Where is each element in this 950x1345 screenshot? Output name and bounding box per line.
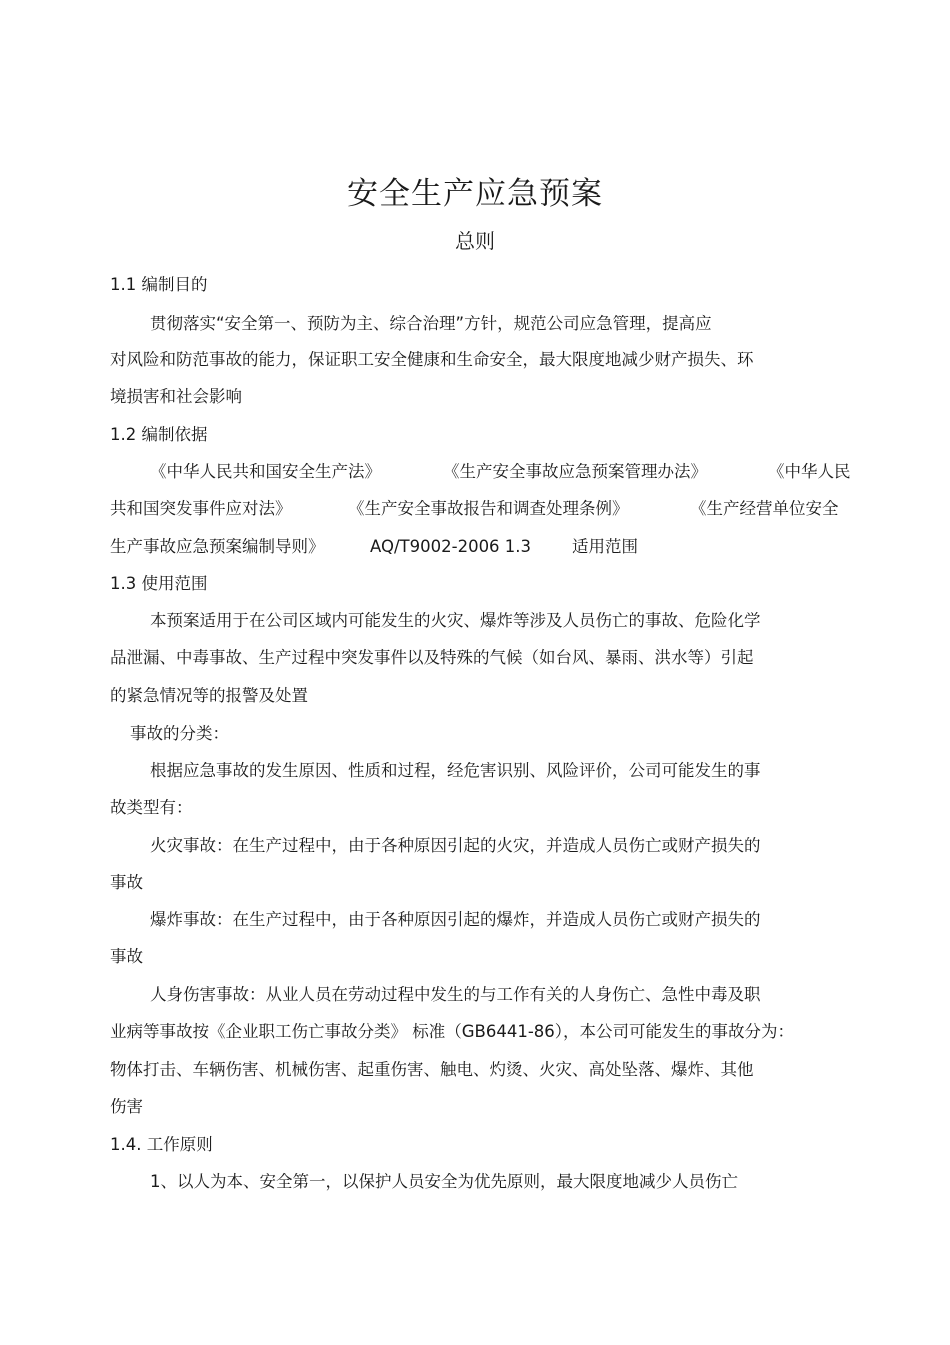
paragraph-line: 本预案适用于在公司区域内可能发生的火灾、爆炸等涉及人员伤亡的事故、危险化学	[150, 611, 761, 630]
basis-standard-code: AQ/T9002-2006 1.3	[370, 537, 532, 556]
classification-heading: 事故的分类：	[130, 724, 229, 743]
basis-law-3-end: 共和国突发事件应对法》	[110, 499, 292, 518]
explosion-accident-line: 事故	[110, 947, 143, 966]
explosion-accident-line: 爆炸事故：在生产过程中，由于各种原因引起的爆炸，并造成人员伤亡或财产损失的	[150, 910, 761, 929]
paragraph-line: 境损害和社会影响	[110, 387, 242, 406]
paragraph-line: 贯彻落实“安全第一、预防为主、综合治理”方针，规范公司应急管理，提高应	[150, 314, 712, 333]
basis-law-4: 《生产安全事故报告和调查处理条例》	[348, 499, 629, 518]
fire-accident-line: 火灾事故：在生产过程中，由于各种原因引起的火灾，并造成人员伤亡或财产损失的	[150, 836, 761, 855]
injury-accident-line: 人身伤害事故：从业人员在劳动过程中发生的与工作有关的人身伤亡、急性中毒及职	[150, 985, 761, 1004]
paragraph-line: 根据应急事故的发生原因、性质和过程，经危害识别、风险评价，公司可能发生的事	[150, 761, 761, 780]
basis-law-5-start: 《生产经营单位安全	[690, 499, 839, 518]
paragraph-line: 的紧急情况等的报警及处置	[110, 686, 308, 705]
paragraph-line: 品泄漏、中毒事故、生产过程中突发事件以及特殊的气候（如台风、暴雨、洪水等）引起	[110, 648, 754, 667]
section-heading-1-4: 1.4. 工作原则	[110, 1135, 213, 1154]
section-heading-1-1: 1.1 编制目的	[110, 275, 208, 294]
section-heading-1-2: 1.2 编制依据	[110, 425, 208, 444]
basis-scope-label: 适用范围	[572, 537, 638, 556]
section-heading-1-3: 1.3 使用范围	[110, 574, 208, 593]
fire-accident-line: 事故	[110, 873, 143, 892]
basis-law-1: 《中华人民共和国安全生产法》	[150, 462, 381, 481]
document-title: 安全生产应急预案	[347, 176, 603, 212]
basis-law-5-end: 生产事故应急预案编制导则》	[110, 537, 325, 556]
paragraph-line: 故类型有：	[110, 798, 193, 817]
injury-accident-line: 伤害	[110, 1097, 143, 1116]
section-title-general: 总则	[455, 229, 495, 253]
principle-item-1: 1、以人为本、安全第一，以保护人员安全为优先原则，最大限度地减少人员伤亡	[150, 1172, 738, 1191]
injury-accident-line: 业病等事故按《企业职工伤亡事故分类》 标准（GB6441-86），本公司可能发生的事故分为：	[110, 1022, 795, 1041]
injury-accident-line: 物体打击、车辆伤害、机械伤害、起重伤害、触电、灼烫、火灾、高处坠落、爆炸、其他	[110, 1060, 754, 1079]
paragraph-line: 对风险和防范事故的能力，保证职工安全健康和生命安全，最大限度地减少财产损失、环	[110, 350, 754, 369]
basis-law-2: 《生产安全事故应急预案管理办法》	[443, 462, 707, 481]
basis-law-3-start: 《中华人民	[768, 462, 851, 481]
